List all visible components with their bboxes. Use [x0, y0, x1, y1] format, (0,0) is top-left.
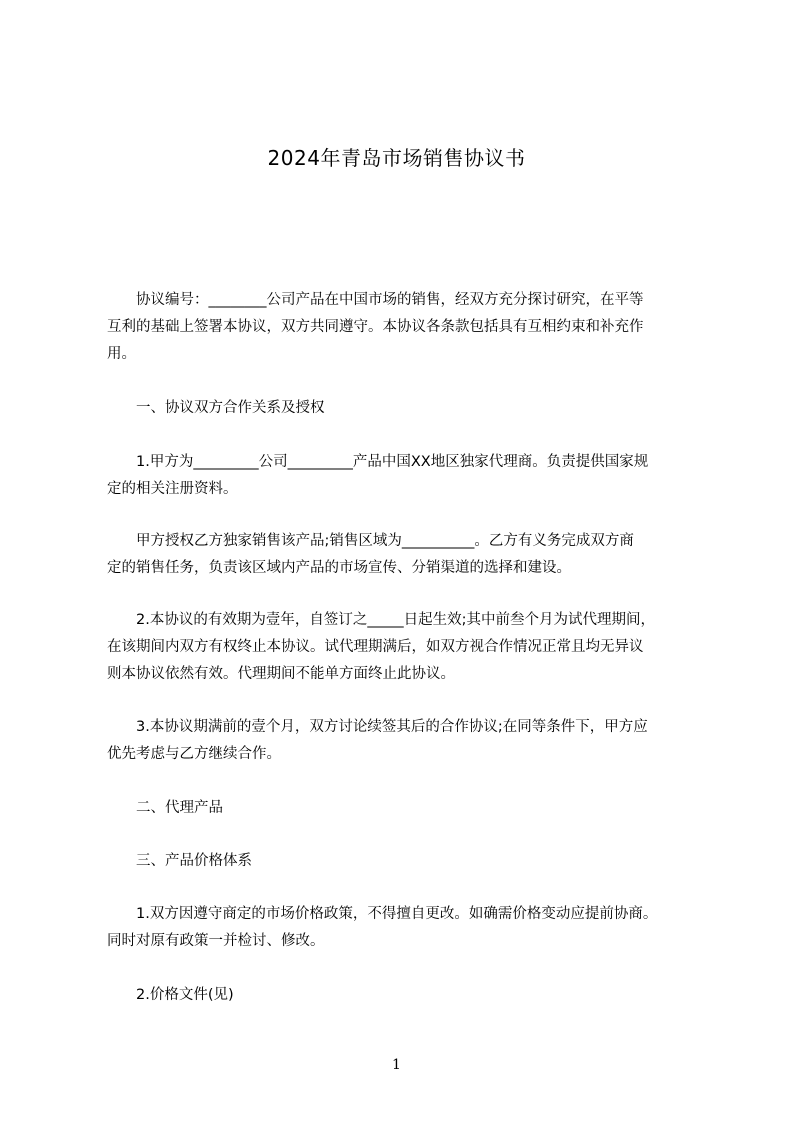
paragraph-line: 互利的基础上签署本协议，双方共同遵守。本协议各条款包括具有互相约束和补充作: [107, 319, 644, 335]
paragraph-line: 用。: [107, 346, 136, 362]
paragraph-line: 1.甲方为_________公司_________产品中国XX地区独家代理商。负责提供国家规: [107, 454, 649, 470]
paragraph-line: 在该期间内双方有权终止本协议。试代理期满后，如双方视合作情况正常且均无异议: [107, 639, 644, 655]
paragraph-line: 2.价格文件(见): [107, 987, 234, 1003]
document-title: 2024年青岛市场销售协议书: [267, 146, 526, 170]
paragraph-line: 协议编号：________公司产品在中国市场的销售，经双方充分探讨研究，在平等: [107, 292, 644, 308]
section-heading: 一、协议双方合作关系及授权: [107, 400, 325, 416]
paragraph-line: 同时对原有政策一并检讨、修改。: [107, 933, 325, 949]
paragraph-line: 优先考虑与乙方继续合作。: [107, 746, 281, 762]
paragraph-line: 3.本协议期满前的壹个月，双方讨论续签其后的合作协议;在同等条件下，甲方应: [107, 719, 648, 735]
section-heading: 三、产品价格体系: [107, 853, 252, 869]
paragraph-line: 甲方授权乙方独家销售该产品;销售区域为__________。乙方有义务完成双方商: [107, 533, 634, 549]
paragraph-line: 1.双方因遵守商定的市场价格政策，不得擅自更改。如确需价格变动应提前协商。: [107, 906, 658, 922]
paragraph-line: 则本协议依然有效。代理期间不能单方面终止此协议。: [107, 666, 455, 682]
page-number: 1: [392, 1057, 401, 1073]
paragraph-line: 定的销售任务，负责该区域内产品的市场宣传、分销渠道的选择和建设。: [107, 560, 571, 576]
section-heading: 二、代理产品: [107, 800, 223, 816]
paragraph-line: 2.本协议的有效期为壹年，自签订之_____日起生效;其中前叁个月为试代理期间，: [107, 612, 655, 628]
paragraph-line: 定的相关注册资料。: [107, 481, 238, 497]
